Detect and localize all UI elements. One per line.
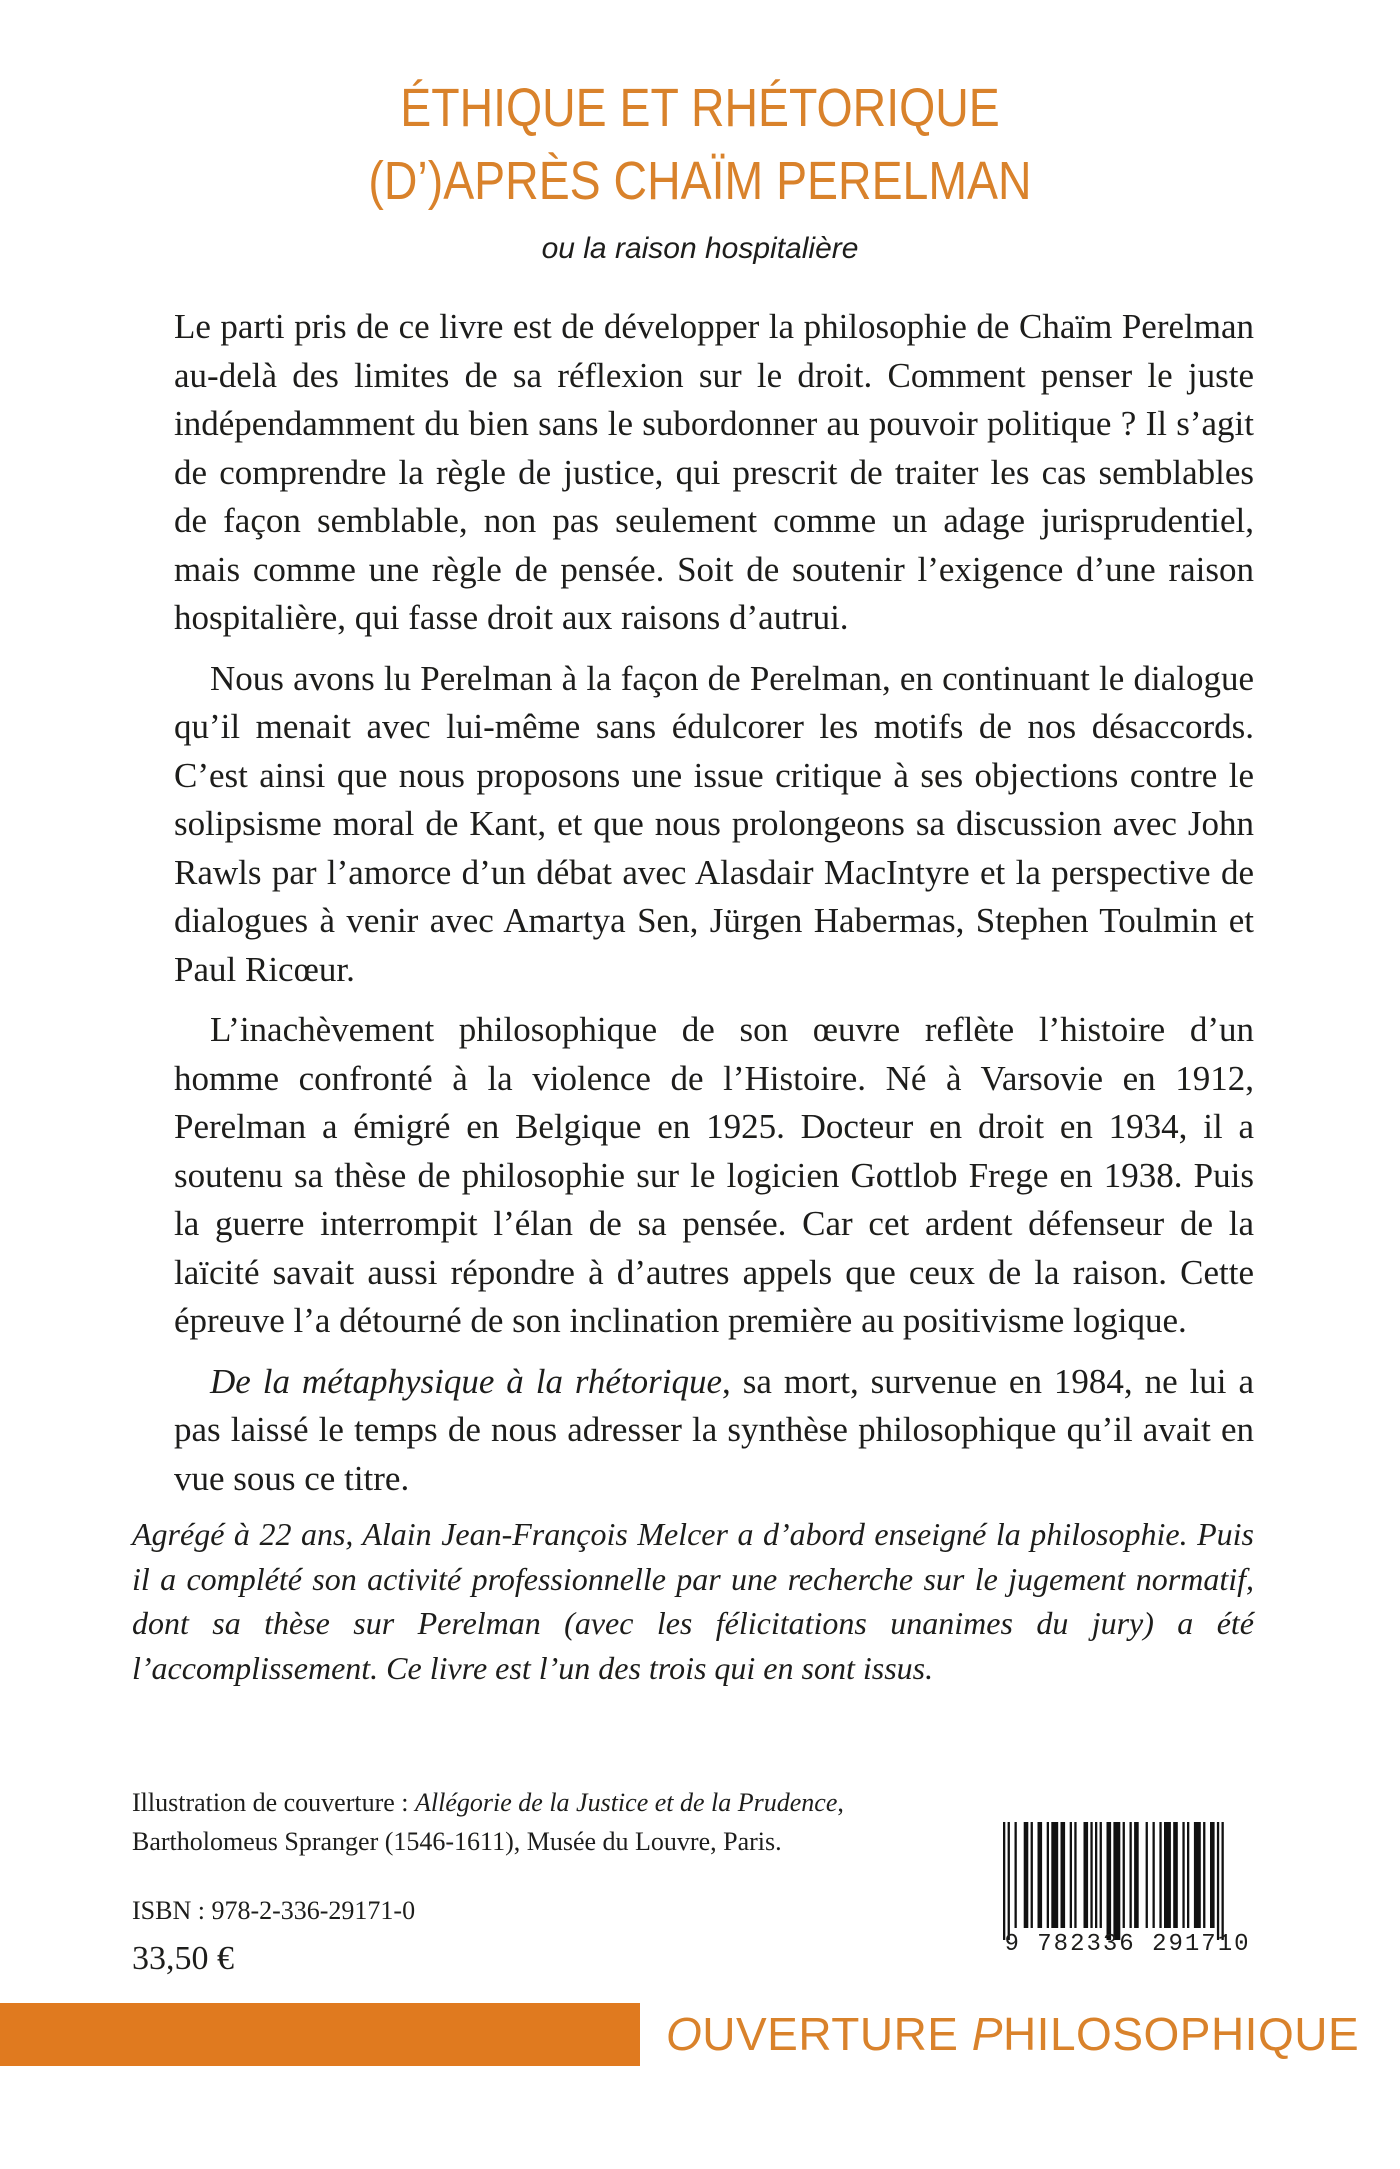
barcode-bar (1113, 1822, 1120, 1940)
barcode-bar (1134, 1822, 1139, 1928)
summary-paragraph-4 (174, 1358, 1254, 1504)
cover-credits (132, 1783, 844, 1861)
barcode-bar (1008, 1822, 1010, 1940)
barcode-bar (1084, 1822, 1089, 1928)
collection-name (666, 2003, 1359, 2066)
barcode-bar (1070, 1822, 1072, 1928)
summary-paragraph-3: L’inachèvement philosophique de son œuvre reflète l’histoire d’un homme confronté à la violence de l’Histoire. Né à Varsovie en 1912, Perelman a émigré en Belgique en 1925. Docteur en droit en 1934, il a soutenu sa thèse de philosophie sur le logicien Gottlob Frege en 1938. Puis la guerre interrompit l’élan de sa pensée. Car cet ardent défenseur de la laïcité savait aussi répondre à d’autres appels que ceux de la raison. Cette épreuve l’a détourné de son inclination première au positivisme logique. (174, 1010, 1254, 1340)
barcode-bar (1003, 1822, 1005, 1940)
barcode-bar (1051, 1822, 1058, 1928)
price: 33,50 € (132, 1940, 234, 1977)
barcode-digits: 9 782336 291710 (1004, 1931, 1251, 1958)
barcode-bar (1015, 1822, 1017, 1928)
barcode-bar (1210, 1822, 1215, 1928)
barcode-bar (1090, 1822, 1092, 1928)
barcode-bar (1061, 1822, 1066, 1928)
barcode-bar (1187, 1822, 1189, 1928)
credits-artwork: Allégorie de la Justice et de la Prudence (415, 1788, 838, 1817)
barcode-bar (1164, 1822, 1171, 1928)
barcode-bar (1222, 1822, 1224, 1940)
barcode-bar (1203, 1822, 1205, 1928)
barcode-bar (1095, 1822, 1097, 1928)
credits-line-2: Bartholomeus Spranger (1546-1611), Musée du Louvre, Paris. (132, 1827, 782, 1856)
collection-word-1: UVERTURE (702, 2008, 972, 2060)
barcode-bar (1130, 1822, 1132, 1928)
barcode-bar (1182, 1822, 1184, 1928)
author-bio: Agrégé à 22 ans, Alain Jean-François Melcer a d’abord enseigné la philosophie. Puis il a complété son activité professionnelle par une recherche sur le jugement normatif, dont sa thèse sur Perelman (avec les félicitations unanimes du jury) a été l’accomplissement. Ce livre est l’un des trois qui en sont issus. (132, 1516, 1254, 1686)
collection-bar (0, 2003, 640, 2066)
book-title-line-2: (D’)APRÈS CHAÏM PERELMAN (368, 151, 1032, 211)
barcode-bar (1024, 1822, 1029, 1928)
book-title-line-1: ÉTHIQUE ET RHÉTORIQUE (400, 78, 1000, 138)
barcode-bar (1038, 1822, 1043, 1928)
barcode-bar (1100, 1822, 1102, 1928)
summary-paragraph-4-rest: , sa mort, survenue en 1984, ne lui a pas laissé le temps de nous adresser la synthèse philosophique qu’il avait en vue sous ce titre. (174, 1361, 1254, 1498)
collection-initial-p: P (971, 2008, 1003, 2060)
barcode-bar (1074, 1822, 1076, 1928)
barcode-bar (1123, 1822, 1125, 1928)
summary-paragraph-1: Le parti pris de ce livre est de développer la philosophie de Chaïm Perelman au-delà des limites de sa réflexion sur le droit. Comment penser le juste indépendamment du bien sans le subordonner au pouvoir politique ? Il s’agit de comprendre la règle de justice, qui prescrit de traiter les cas semblables de façon semblable, non pas seulement comme un adage jurisprudentiel, mais comme une règle de pensée. Soit de soutenir l’exigence d’une raison hospitalière, qui fasse droit aux raisons d’autrui. (174, 307, 1254, 637)
credits-suffix: , (837, 1788, 844, 1817)
barcode-bar (1173, 1822, 1178, 1928)
barcode-bar (1159, 1822, 1161, 1928)
book-reference-title: De la métaphysique à la rhétorique (210, 1361, 723, 1401)
barcode-bar (1146, 1822, 1148, 1928)
summary-paragraph-2: Nous avons lu Perelman à la façon de Perelman, en continuant le dialogue qu’il menait avec lui-même sans édulcorer les motifs de nos désaccords. C’est ainsi que nous proposons une issue critique à ses objections contre le solipsisme moral de Kant, et que nous prolongeons sa discussion avec John Rawls par l’amorce d’un débat avec Alasdair MacIntyre et la perspective de dialogues à venir avec Amartya Sen, Jürgen Habermas, Stephen Toulmin et Paul Ricœur. (174, 658, 1254, 989)
credits-prefix: Illustration de couverture : (132, 1788, 416, 1817)
barcode-bar (1107, 1822, 1112, 1940)
isbn: ISBN : 978-2-336-29171-0 (132, 1896, 416, 1925)
summary-text (174, 303, 1254, 1515)
book-subtitle: ou la raison hospitalière (541, 232, 859, 265)
barcode-bar (1217, 1822, 1219, 1940)
barcode-bar (1047, 1822, 1049, 1928)
barcode-bar (1153, 1822, 1155, 1928)
barcode-bar (1031, 1822, 1033, 1928)
barcode-bar (1194, 1822, 1201, 1928)
collection-initial-o: O (666, 2008, 703, 2060)
collection-word-2: HILOSOPHIQUE (1002, 2008, 1360, 2060)
